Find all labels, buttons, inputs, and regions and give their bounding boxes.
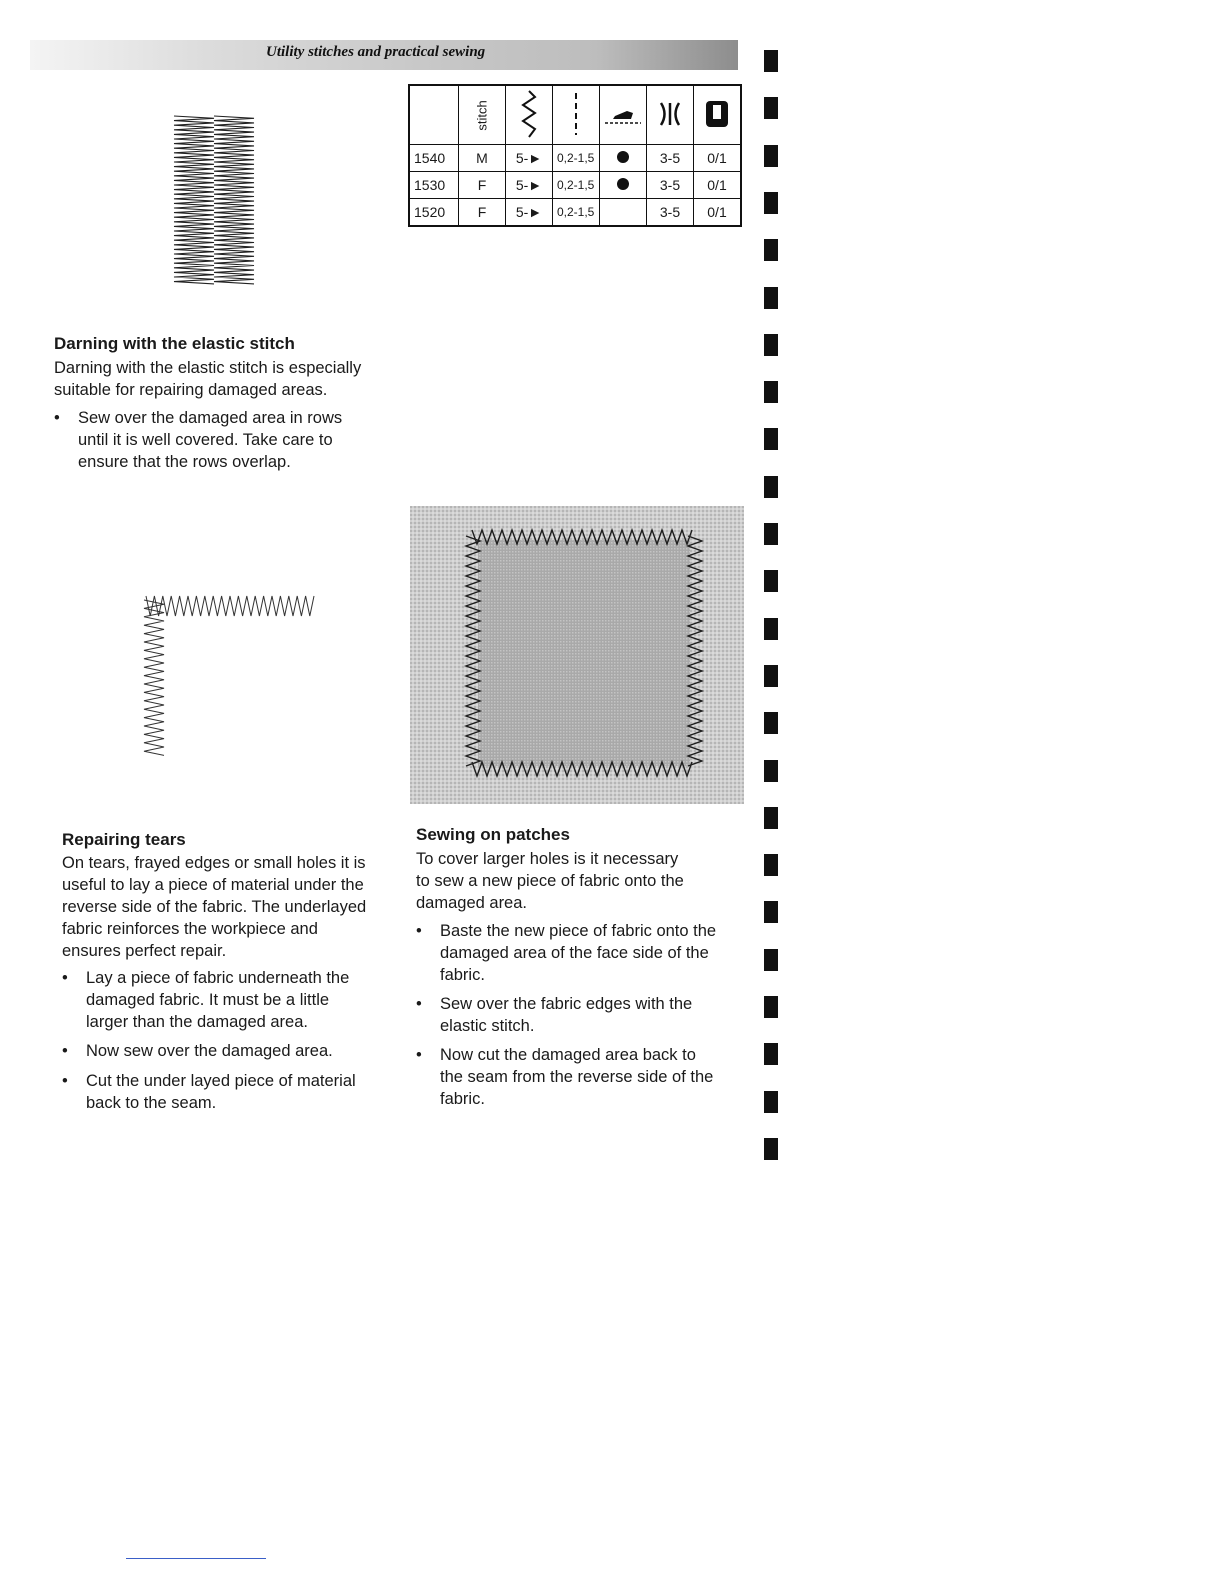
bullet-line: back to the seam. [86, 1094, 217, 1112]
darning-text-line: suitable for repairing damaged areas. [54, 381, 328, 399]
patch-bullet-2 [416, 993, 693, 1037]
cell-stitch: F [459, 199, 506, 227]
repair-text-line: reverse side of the fabric. The underlayed [62, 898, 367, 916]
index-tab [764, 1091, 778, 1113]
stitch-settings-table [408, 84, 742, 227]
bullet: • [416, 922, 422, 940]
stitch-label: stitch [474, 100, 490, 131]
patch-text-line: To cover larger holes is it necessary [416, 850, 679, 868]
bullet-line: ensure that the rows overlap. [78, 453, 291, 471]
bullet-line: Sew over the damaged area in rows [78, 409, 343, 427]
index-tab [764, 996, 778, 1018]
cell-foot: 0/1 [694, 145, 742, 172]
patch-text [416, 848, 684, 914]
index-tab [764, 239, 778, 261]
index-tab [764, 428, 778, 450]
cell-foot: 0/1 [694, 172, 742, 199]
index-tab [764, 570, 778, 592]
bullet: • [416, 1046, 422, 1064]
cell-feed [600, 172, 647, 199]
zigzag-width-icon [506, 85, 553, 145]
presser-foot-icon [694, 85, 742, 145]
table-row [409, 172, 741, 199]
cell-length: 0,2-1,5 [553, 199, 600, 227]
cell-model: 1530 [409, 172, 459, 199]
feed-dot-icon [617, 151, 629, 163]
repair-text-line: fabric reinforces the workpiece and [62, 920, 318, 938]
cell-tension: 3-5 [647, 145, 694, 172]
repair-text-line: ensures perfect repair. [62, 942, 227, 960]
cell-foot: 0/1 [694, 199, 742, 227]
darning-text [54, 357, 361, 401]
patch-heading: Sewing on patches [416, 825, 570, 844]
tear-stitch-vertical [144, 600, 164, 755]
tear-stitch-horizontal [146, 596, 314, 616]
bullet-line: fabric. [440, 1090, 485, 1108]
index-tab [764, 949, 778, 971]
index-tab [764, 760, 778, 782]
tension-icon [647, 85, 694, 145]
cell-tension: 3-5 [647, 199, 694, 227]
patch-bullet-1 [416, 920, 717, 986]
index-tab [764, 334, 778, 356]
cell-length: 0,2-1,5 [553, 172, 600, 199]
bullet: • [62, 1072, 68, 1090]
repair-text [62, 852, 366, 962]
table-header-row [409, 85, 741, 145]
darning-bullet [54, 407, 343, 473]
bullet-line: elastic stitch. [440, 1017, 535, 1035]
patch-text-line: damaged area. [416, 894, 527, 912]
index-tab [764, 476, 778, 498]
bullet: • [62, 1042, 68, 1060]
feed-dot-icon [617, 178, 629, 190]
cell-width: 5-► [506, 199, 553, 227]
bullet-line: damaged area of the face side of the [440, 944, 709, 962]
patch-text-line: to sew a new piece of fabric onto the [416, 872, 684, 890]
repair-bullet-3 [62, 1070, 356, 1114]
index-tab [764, 665, 778, 687]
cell-model: 1520 [409, 199, 459, 227]
footer-rule [126, 1558, 266, 1559]
patch-bullet-3 [416, 1044, 714, 1110]
index-tab [764, 287, 778, 309]
bullet: • [54, 409, 60, 427]
cell-model: 1540 [409, 145, 459, 172]
index-tab [764, 712, 778, 734]
tear-repair-illustration [140, 590, 320, 762]
darning-stitch-column [174, 116, 214, 284]
index-tab [764, 854, 778, 876]
index-tab [764, 618, 778, 640]
repair-text-line: useful to lay a piece of material under the [62, 876, 364, 894]
bullet-line: larger than the damaged area. [86, 1013, 308, 1031]
cell-width: 5-► [506, 172, 553, 199]
repair-text-line: On tears, frayed edges or small holes it is [62, 854, 366, 872]
stitch-length-icon [553, 85, 600, 145]
bullet-line: Cut the under layed piece of material [86, 1072, 356, 1090]
cell-stitch: F [459, 172, 506, 199]
darning-text-line: Darning with the elastic stitch is especially [54, 359, 362, 377]
bullet-line: until it is well covered. Take care to [78, 431, 333, 449]
index-tab [764, 97, 778, 119]
darning-stitch-column [214, 116, 254, 284]
feed-dog-icon [600, 85, 647, 145]
cell-stitch: M [459, 145, 506, 172]
bullet-line: fabric. [440, 966, 485, 984]
bullet-line: Baste the new piece of fabric onto the [440, 922, 717, 940]
repair-bullet-2 [62, 1040, 333, 1062]
index-tab [764, 145, 778, 167]
darning-sample-illustration [170, 112, 260, 288]
index-tab [764, 192, 778, 214]
index-tab [764, 901, 778, 923]
darning-heading: Darning with the elastic stitch [54, 334, 295, 353]
cell-tension: 3-5 [647, 172, 694, 199]
bullet-line: Lay a piece of fabric underneath the [86, 969, 350, 987]
table-header-blank [409, 85, 459, 145]
cell-feed [600, 145, 647, 172]
index-tab [764, 1043, 778, 1065]
bullet: • [416, 995, 422, 1013]
index-tab [764, 50, 778, 72]
index-tab [764, 523, 778, 545]
table-row [409, 199, 741, 227]
bullet-line: Now sew over the damaged area. [86, 1042, 333, 1060]
patch-photo [410, 506, 744, 804]
table-row [409, 145, 741, 172]
cell-width: 5-► [506, 145, 553, 172]
repair-bullet-1 [62, 967, 350, 1033]
bullet-line: Now cut the damaged area back to [440, 1046, 696, 1064]
bullet: • [62, 969, 68, 987]
index-tab [764, 381, 778, 403]
table-header-stitch [459, 85, 506, 145]
bullet-line: the seam from the reverse side of the [440, 1068, 714, 1086]
index-tab [764, 807, 778, 829]
cell-feed [600, 199, 647, 227]
index-tab [764, 1138, 778, 1160]
bullet-line: damaged fabric. It must be a little [86, 991, 330, 1009]
cell-length: 0,2-1,5 [553, 145, 600, 172]
page-header-title: Utility stitches and practical sewing [266, 44, 486, 60]
repair-heading: Repairing tears [62, 830, 186, 849]
bullet-line: Sew over the fabric edges with the [440, 995, 693, 1013]
